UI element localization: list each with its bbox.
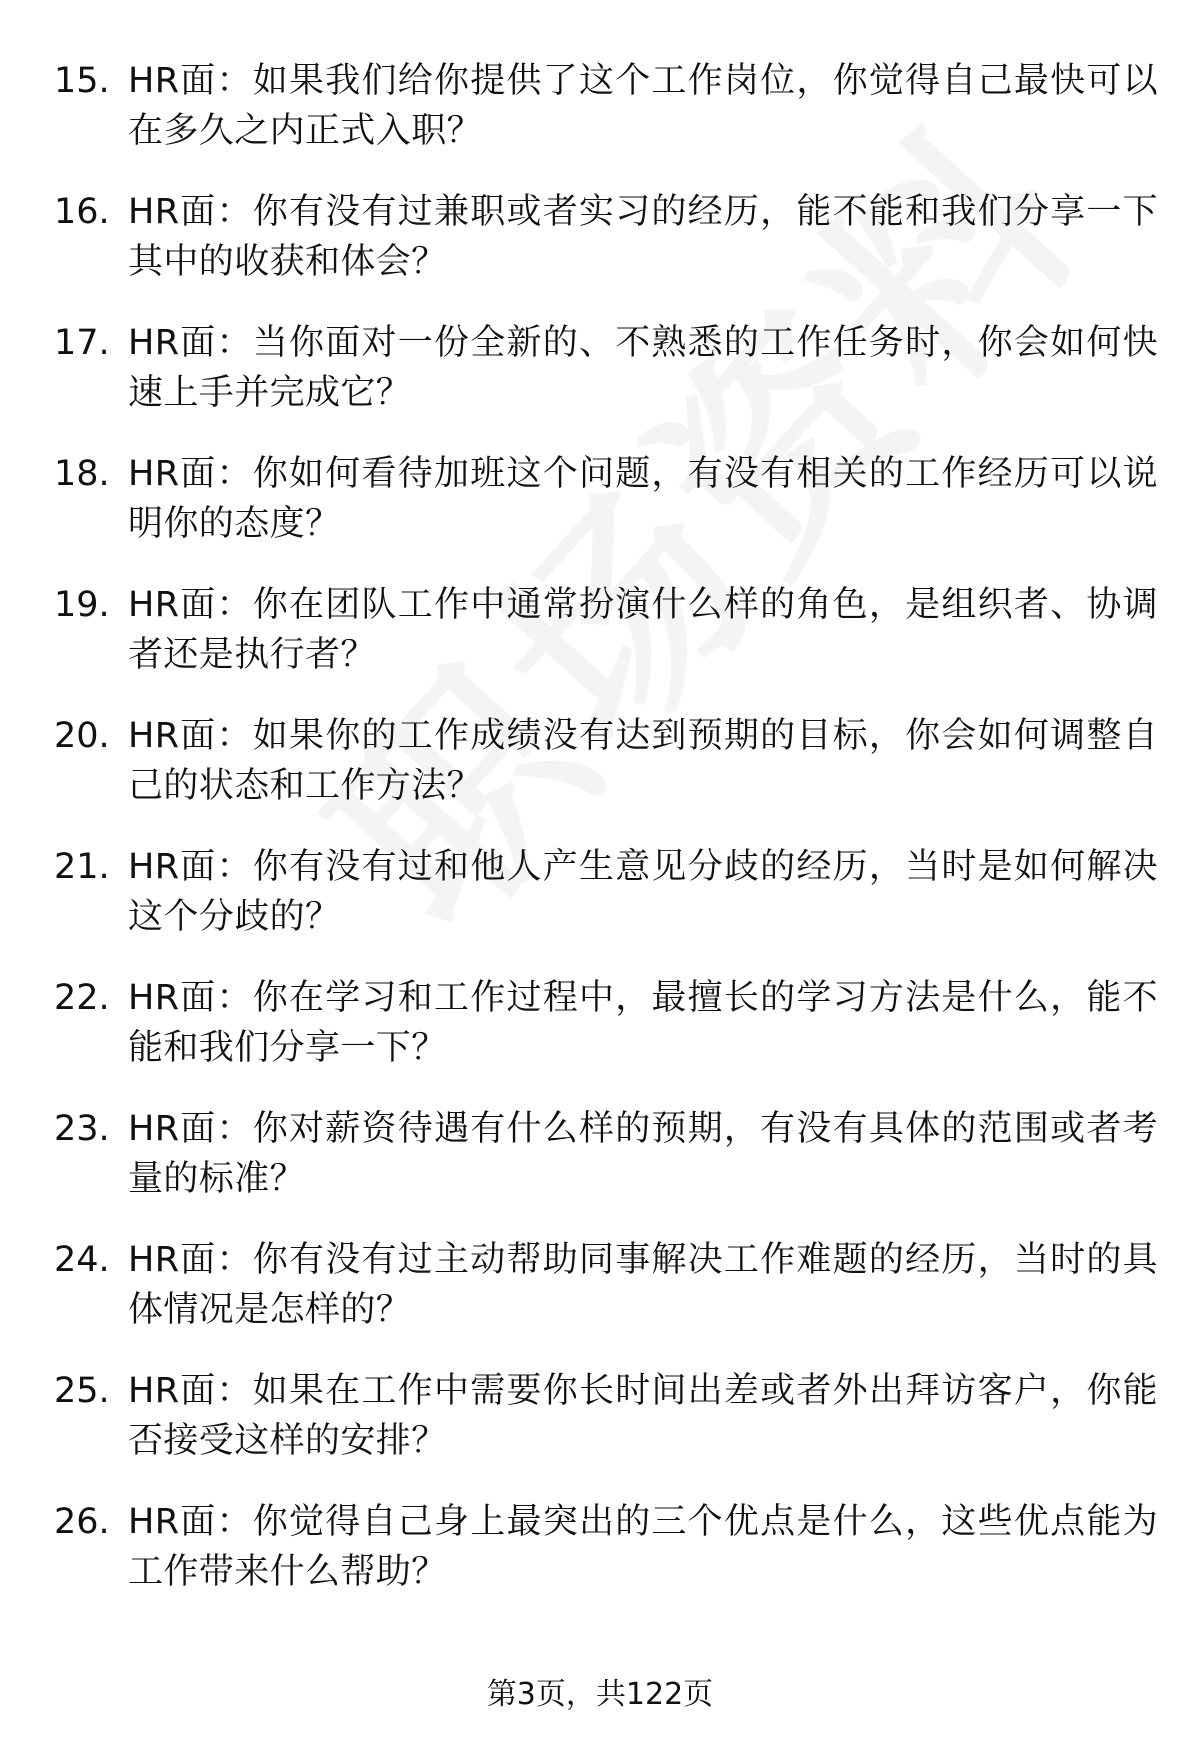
question-text: HR面：如果你的工作成绩没有达到预期的目标，你会如何调整自己的状态和工作方法？: [128, 716, 1158, 806]
question-text: HR面：你对薪资待遇有什么样的预期，有没有具体的范围或者考量的标准？: [128, 1109, 1158, 1199]
question-item: [0, 449, 1200, 580]
question-item: [0, 318, 1200, 449]
question-text: HR面：你觉得自己身上最突出的三个优点是什么，这些优点能为工作带来什么帮助？: [128, 1502, 1158, 1592]
question-number: 17.: [54, 323, 110, 363]
question-text: HR面：如果在工作中需要你长时间出差或者外出拜访客户，你能否接受这样的安排？: [128, 1371, 1158, 1461]
question-item: [0, 711, 1200, 842]
page-footer: 第3页，共122页: [486, 1677, 714, 1712]
question-number: 23.: [54, 1109, 110, 1149]
question-number: 21.: [54, 847, 110, 887]
question-list: [0, 56, 1200, 1628]
question-number: 24.: [54, 1240, 110, 1280]
question-number: 20.: [54, 716, 110, 756]
question-item: [0, 580, 1200, 711]
question-number: 19.: [54, 585, 110, 625]
question-number: 18.: [54, 454, 110, 494]
question-text: HR面：如果我们给你提供了这个工作岗位，你觉得自己最快可以在多久之内正式入职？: [128, 61, 1158, 151]
question-text: HR面：你有没有过兼职或者实习的经历，能不能和我们分享一下其中的收获和体会？: [128, 192, 1158, 282]
question-number: 25.: [54, 1371, 110, 1411]
question-item: [0, 56, 1200, 187]
question-number: 16.: [54, 192, 110, 232]
question-text: HR面：当你面对一份全新的、不熟悉的工作任务时，你会如何快速上手并完成它？: [128, 323, 1158, 413]
question-item: [0, 187, 1200, 318]
question-item: [0, 1104, 1200, 1235]
question-item: [0, 973, 1200, 1104]
question-text: HR面：你有没有过和他人产生意见分歧的经历，当时是如何解决这个分歧的？: [128, 847, 1158, 937]
question-text: HR面：你有没有过主动帮助同事解决工作难题的经历，当时的具体情况是怎样的？: [128, 1240, 1158, 1330]
question-number: 15.: [54, 61, 110, 101]
question-item: [0, 1366, 1200, 1497]
question-text: HR面：你在学习和工作过程中，最擅长的学习方法是什么，能不能和我们分享一下？: [128, 978, 1158, 1068]
question-number: 22.: [54, 978, 110, 1018]
question-item: [0, 842, 1200, 973]
question-item: [0, 1235, 1200, 1366]
question-text: HR面：你如何看待加班这个问题，有没有相关的工作经历可以说明你的态度？: [128, 454, 1158, 544]
question-item: [0, 1497, 1200, 1628]
question-text: HR面：你在团队工作中通常扮演什么样的角色，是组织者、协调者还是执行者？: [128, 585, 1158, 675]
question-number: 26.: [54, 1502, 110, 1542]
